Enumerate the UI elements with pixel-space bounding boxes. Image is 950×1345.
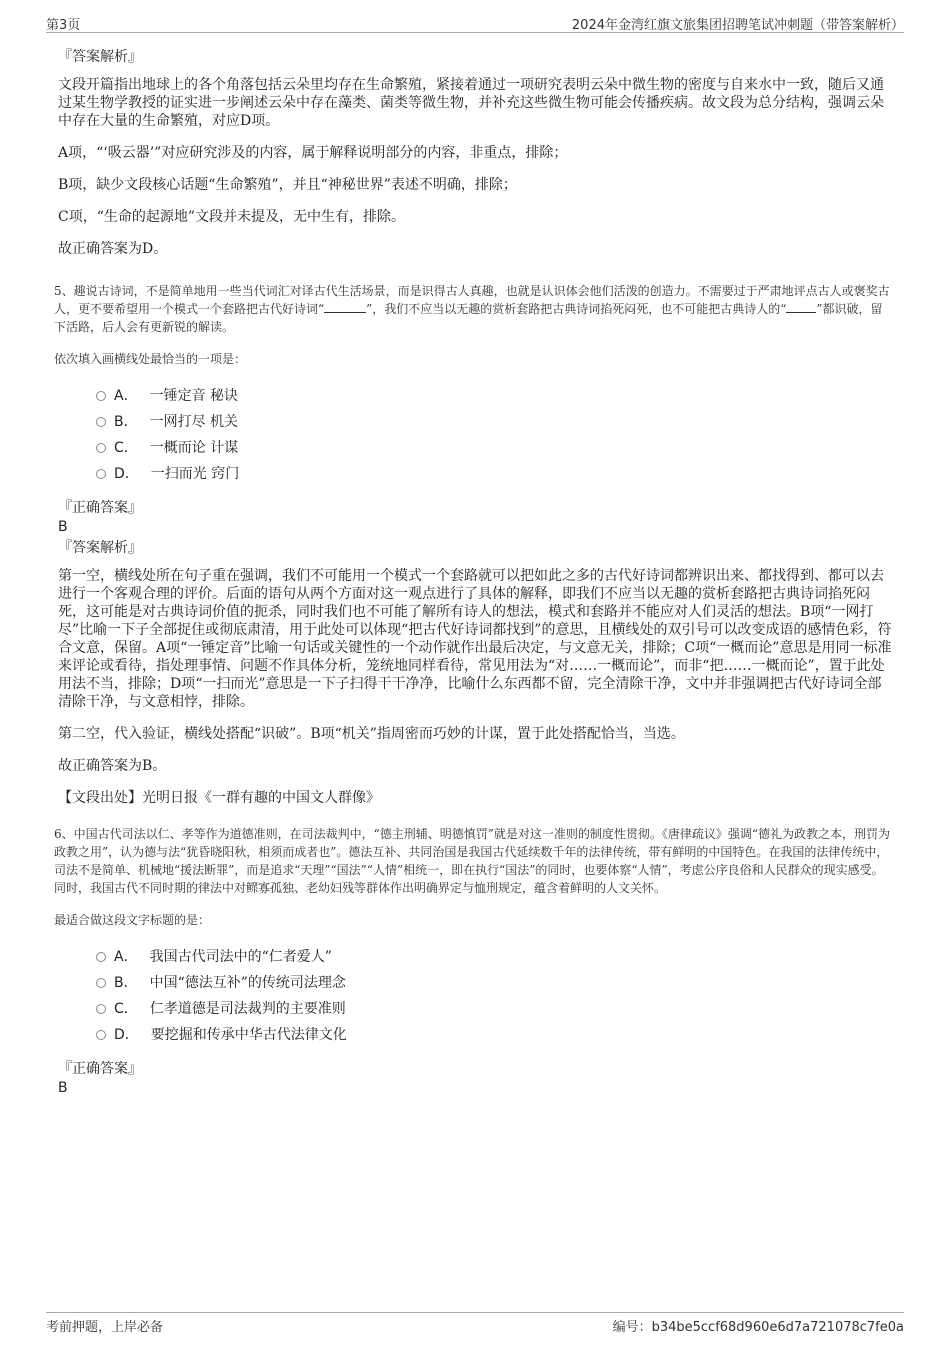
page-header [46,12,904,33]
radio-icon[interactable] [96,443,106,453]
analysis-paragraph: B项，缺少文段核心话题“生命繁殖”，并且“神秘世界”表述不明确，排除； [58,177,517,193]
radio-icon[interactable] [96,469,106,479]
option-d[interactable]: D． 要挖掘和传承中华古代法律文化 [96,1022,894,1048]
radio-icon[interactable] [96,417,106,427]
question-5-options [96,383,894,487]
radio-icon[interactable] [96,952,106,962]
question-5-prompt: 依次填入画横线处最恰当的一项是： [54,352,247,366]
answer-conclusion: 故正确答案为D。 [58,241,168,257]
question-6-options [96,944,894,1048]
question-5-text: 5、趣说古诗词，不是简单地用一些当代词汇对译古代生活场景，而是识得古人真趣，也就是认识体会他们活泼的创造力。不需要过于严肃地评点古人或褒奖古人，更不要希望用一个模式一个套路把古代好诗词“ ”，我们不应当以无趣的赏析套路把古典诗词掐死闷死，也不可能把古典诗人的“ ”都识破，留下活路，后人会有更新锐的解读。 [54,284,890,334]
analysis-tag: 『答案解析』 [58,540,142,556]
radio-icon[interactable] [96,1004,106,1014]
document-id: 编号：b34be5ccf68d960e6d7a721078c7fe0a [612,1320,904,1335]
analysis-tag: 『答案解析』 [58,49,142,65]
page-number: 第3页 [46,18,81,33]
analysis-paragraph: 文段开篇指出地球上的各个角落包括云朵里均存在生命繁殖，紧接着通过一项研究表明云朵中微生物的密度与自来水中一致，随后又通过某生物学教授的证实进一步阐述云朵中存在藻类、菌类等微生物，并补充这些微生物可能会传播疾病。故文段为总分结构，强调云朵中存在大量的生命繁殖，对应D项。 [58,77,884,129]
option-b[interactable]: B． 中国“德法互补”的传统司法理念 [96,970,894,996]
page-footer [46,1312,904,1335]
fill-blank [324,300,366,313]
correct-answer: B [58,1080,68,1096]
radio-icon[interactable] [96,978,106,988]
option-c[interactable]: C． 仁孝道德是司法裁判的主要准则 [96,996,894,1022]
document-title: 2024年金湾红旗文旅集团招聘笔试冲刺题（带答案解析） [571,18,904,33]
option-d[interactable]: D． 一扫而光 窍门 [96,461,894,487]
analysis-paragraph: C项，“生命的起源地”文段并未提及，无中生有，排除。 [58,209,406,225]
option-a[interactable]: A． 我国古代司法中的“仁者爱人” [96,944,894,970]
analysis-paragraph: 第一空，横线处所在句子重在强调，我们不可能用一个模式一个套路就可以把如此之多的古代好诗词都辨识出来、都找得到、都可以去进行一个客观合理的评价。后面的语句从两个方面对这一观点进行了具体的解释，即我们不应当以无趣的赏析套路把古典诗词掐死闷死，这可能是对古典诗词价值的扼杀，同时我们也不可能了解所有诗人的想法，模式和套路并不能应对人们灵活的想法。B项“一网打尽”比喻一下子全部捉住或彻底肃清，用于此处可以体现“把古代好诗词都找到”的意思，且横线处的双引号可以改变成语的感情色彩，符合文意，保留。A项“一锤定音”比喻一句话或关键性的一个动作就作出最后决定，与文意无关，排除；C项“一概而论”意思是用同一标准来评论或看待，指处理事情、问题不作具体分析，笼统地同样看待，常见用法为“对……一概而论”，而非“把……一概而论”，置于此处用法不当，排除；D项“一扫而光”意思是一下子扫得干干净净，比喻什么东西都不留，完全清除干净，文中并非强调把古代好诗词全部清除干净，与文意相悖，排除。 [58,568,892,710]
option-c[interactable]: C． 一概而论 计谋 [96,435,894,461]
question-6-text: 6、中国古代司法以仁、孝等作为道德准则，在司法裁判中，“德主刑辅、明德慎罚”就是对这一准则的制度性贯彻。《唐律疏议》强调“德礼为政教之本，刑罚为政教之用”，认为德与法“犹昏晓阳秋，相须而成者也”。德法互补、共同治国是我国古代延续数千年的法律传统，带有鲜明的中国特色。在我国的法律传统中，司法不是简单、机械地“援法断罪”，而是追求“天理”“国法”“人情”相统一，即在执行“国法”的同时，也要体察“人情”，考虑公序良俗和人民群众的现实感受。同时，我国古代不同时期的律法中对鳏寡孤独、老幼妇残等群体作出明确界定与恤刑规定，蕴含着鲜明的人文关怀。 [54,827,891,895]
correct-answer-tag: 『正确答案』 [58,1061,142,1077]
question-6-prompt: 最适合做这段文字标题的是： [54,913,211,927]
option-b[interactable]: B． 一网打尽 机关 [96,409,894,435]
footer-slogan: 考前押题，上岸必备 [46,1320,164,1335]
fill-blank [786,300,816,313]
analysis-paragraph: A项，“‘吸云器’”对应研究涉及的内容，属于解释说明部分的内容，非重点，排除； [58,145,568,161]
radio-icon[interactable] [96,391,106,401]
option-a[interactable]: A． 一锤定音 秘诀 [96,383,894,409]
correct-answer-tag: 『正确答案』 [58,500,142,516]
correct-answer: B [58,519,68,535]
source-citation: 【文段出处】光明日报《一群有趣的中国文人群像》 [58,790,380,806]
page-content [54,46,894,1098]
radio-icon[interactable] [96,1030,106,1040]
analysis-paragraph: 第二空，代入验证，横线处搭配“识破”。B项“机关”指周密而巧妙的计谋，置于此处搭配恰当，当选。 [58,726,685,742]
answer-conclusion: 故正确答案为B。 [58,758,167,774]
